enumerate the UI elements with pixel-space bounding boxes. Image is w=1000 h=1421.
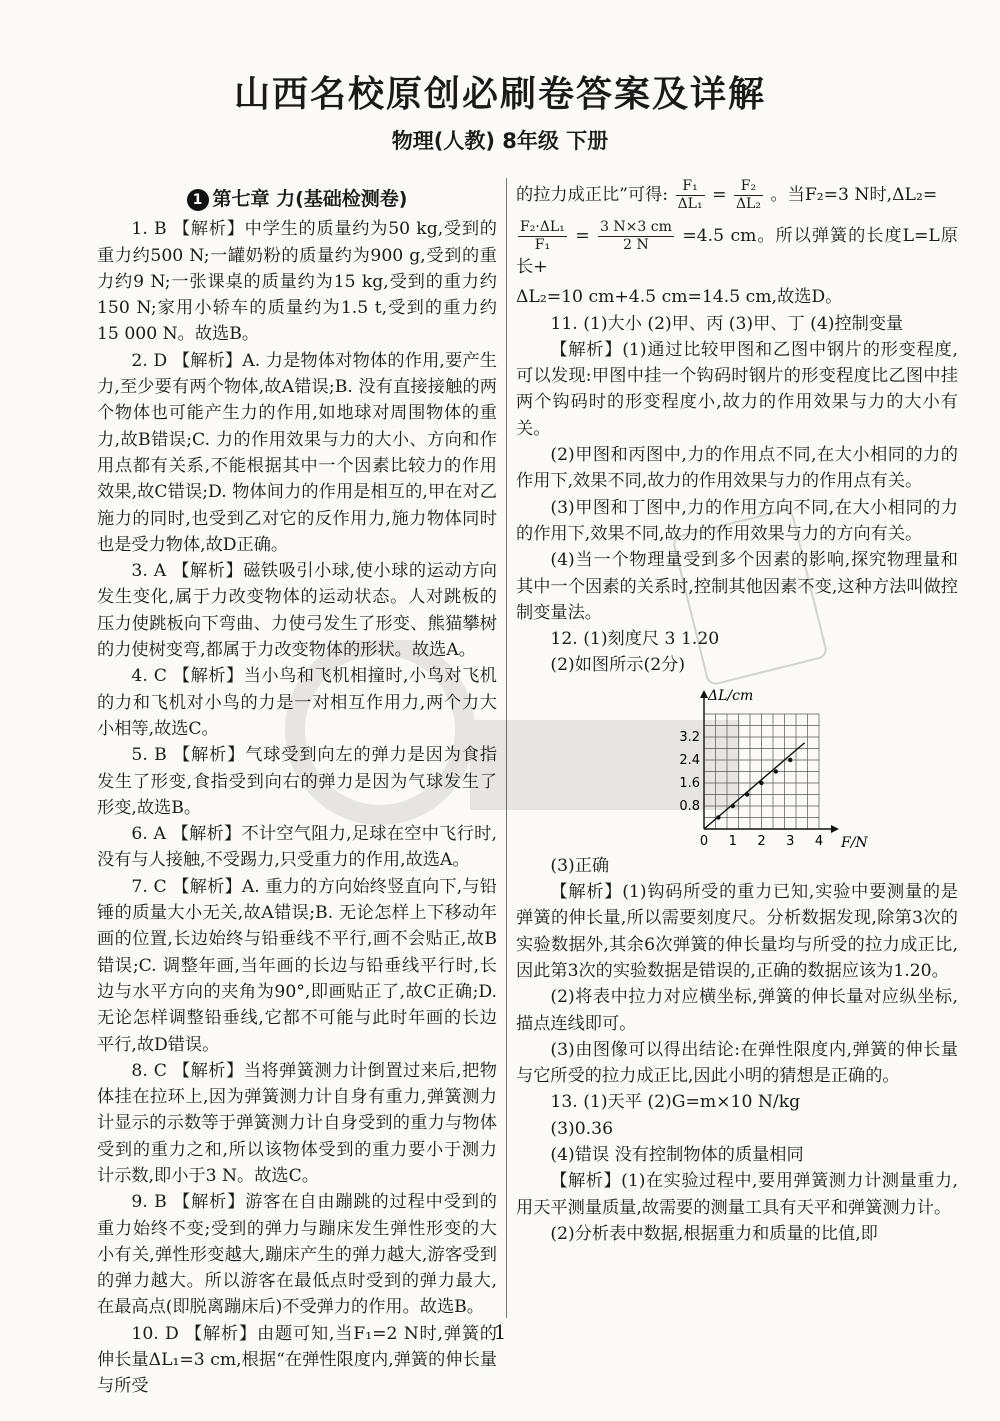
x-tick-label: 0 [699, 833, 709, 849]
answer-13-analysis-2: (2)分析表中数据,根据重力和质量的比值,即 [550, 1223, 878, 1244]
answer-11: 11. (1)大小 (2)甲、丙 (3)甲、丁 (4)控制变量 [550, 313, 904, 334]
answer-1: 1. B 【解析】中学生的质量约为50 kg,受到的重力约500 N;一罐奶粉的质量约为900 g,受到的重力约9 N;一张课桌的质量约为15 kg,受到的重力约150 N;家用小轿车的质量约为1.5 t,受到的重力约15 000 N。故选B。 [97, 219, 497, 345]
equals-sign: = [712, 185, 727, 205]
answer-13-analysis-1: 【解析】(1)在实验过程中,要用弹簧测力计测量重力,用天平测量质量,故需要的测量工具有天平和弹簧测力计。 [516, 1171, 958, 1218]
x-tick-label: 1 [728, 833, 737, 849]
answer-10-line-3: ΔL₂=10 cm+4.5 cm=14.5 cm,故选D。 [516, 287, 843, 308]
answer-9: 9. B 【解析】游客在自由蹦跳的过程中受到的重力始终不变;受到的弹力与蹦床发生弹性形变的大小有关,弹性形变越大,蹦床产生的弹力越大,游客受到的弹力越大。所以游客在最低点时受到的弹力最大,在最高点(即脱离蹦床后)不受弹力的作用。故选B。 [97, 1192, 497, 1318]
fraction [676, 178, 705, 213]
fraction-numerator: F₂·ΔL₁ [520, 219, 565, 235]
fraction-numerator: F₁ [676, 178, 705, 196]
answer-11-analysis-1: 【解析】(1)通过比较甲图和乙图中钢片的形变程度,可以发现:甲图中挂一个钩码时钢片的形变程度比乙图中挂两个钩码时的形变程度小,故力的作用效果与力的大小有关。 [516, 339, 958, 439]
x-axis-arrow [831, 825, 839, 833]
data-point [716, 815, 720, 819]
answer-13: 13. (1)天平 (2)G=m×10 N/kg [550, 1092, 801, 1113]
chapter-number-badge: 1 [187, 189, 209, 211]
data-point [759, 781, 763, 785]
answer-12: 12. (1)刻度尺 3 1.20 [550, 629, 720, 650]
fraction [734, 178, 763, 213]
answer-12-analysis-2: (2)将表中拉力对应横坐标,弹簧的伸长量对应纵坐标,描点连线即可。 [516, 987, 958, 1034]
left-column [97, 186, 497, 1400]
page-subtitle: 物理(人教) 8年级 下册 [391, 129, 609, 153]
chapter-heading [97, 186, 497, 212]
fraction [518, 219, 567, 254]
x-axis-label: F/N [841, 834, 868, 851]
fraction-denominator: 2 N [623, 237, 649, 253]
x-tick-label: 4 [814, 833, 824, 849]
y-axis-arrow [700, 690, 708, 698]
answer-12-part-2: (2)如图所示(2分) [550, 655, 686, 676]
fraction-denominator: ΔL₁ [677, 196, 703, 212]
data-point [788, 758, 792, 762]
answer-3: 3. A 【解析】磁铁吸引小球,使小球的运动方向发生变化,属于力改变物体的运动状态。人对跳板的压力使跳板向下弯曲、力使弓发生了形变、熊猫攀树的力使树变弯,都属于力改变物体的形状。故选A。 [97, 561, 497, 661]
answer-8: 8. C 【解析】当将弹簧测力计倒置过来后,把物体挂在拉环上,因为弹簧测力计自身有重力,弹簧测力计显示的示数等于弹簧测力计自身受到的重力与物体受到的重力之和,所以该物体受到的重力要小于测力计示数,即小于3 N。故选C。 [97, 1060, 497, 1186]
fraction-denominator: ΔL₂ [735, 196, 761, 212]
fraction-denominator: F₁ [534, 237, 551, 253]
page-title: 山西名校原创必刷卷答案及详解 [233, 74, 766, 115]
fraction-numerator: 3 N×3 cm [600, 219, 672, 235]
fraction [598, 219, 674, 254]
y-axis-label: ΔL/cm [708, 687, 754, 704]
y-tick-label: 2.4 [679, 752, 700, 768]
fraction-numerator: F₂ [734, 178, 763, 196]
spring-extension-chart [676, 683, 876, 853]
answer-12-analysis-3: (3)由图像可以得出结论:在弹性限度内,弹簧的伸长量与它所受的拉力成正比,因此小明的猜想是正确的。 [516, 1039, 958, 1087]
answer-13-part-4: (4)错误 没有控制物体的质量相同 [550, 1145, 804, 1166]
answer-5: 5. B 【解析】气球受到向左的弹力是因为食指发生了形变,食指受到向右的弹力是因为气球发生了形变,故选B。 [97, 745, 497, 818]
answer-10-formula-line-2 [516, 219, 958, 280]
answer-11-analysis-2: (2)甲图和丙图中,力的作用点不同,在大小相同的力的作用下,效果不同,故力的作用效果与力的作用点有关。 [516, 445, 958, 492]
formula-text: 。当F₂=3 N时,ΔL₂= [770, 185, 938, 205]
answer-10-formula-line-1 [516, 178, 958, 213]
formula-text: =4.5 cm。所以弹簧的长度L=L原长+ [516, 226, 958, 277]
data-point [774, 769, 778, 773]
answer-12-part-3: (3)正确 [550, 855, 610, 876]
answer-11-analysis-4: (4)当一个物理量受到多个因素的影响,探究物理量和其中一个因素的关系时,控制其他因素不变,这种方法叫做控制变量法。 [516, 550, 958, 623]
answer-7: 7. C 【解析】A. 重力的方向始终竖直向下,与铅锤的质量大小无关,故A错误;B. 无论怎样上下移动年画的位置,长边始终与铅垂线不平行,画不会贴正,故B错误;C. 调整年画,当年画的长边与铅垂线平行时,长边与水平方向的夹角为90°,即画贴正了,故C正确;D. 无论怎样调整铅垂线,它都不可能与此时年画的长边平行,故D错误。 [97, 876, 497, 1055]
answer-13-part-3: (3)0.36 [550, 1118, 614, 1139]
answer-2: 2. D 【解析】A. 力是物体对物体的作用,要产生力,至少要有两个物体,故A错误;B. 没有直接接触的两个物体也可能产生力的作用,如地球对周围物体的重力,故B错误;C. 力的作用效果与力的大小、方向和作用点都有关系,不能根据其中一个因素比较力的作用效果,故C错误;D. 物体间力的作用是相互的,甲在对乙施力的同时,也受到乙对它的反作用力,施力物体同时也是受力物体,故D正确。 [97, 350, 497, 555]
y-tick-label: 3.2 [679, 729, 700, 745]
data-point [731, 804, 735, 808]
right-column [516, 172, 958, 1247]
y-tick-label: 0.8 [679, 798, 700, 814]
x-tick-label: 3 [786, 833, 795, 849]
answer-6: 6. A 【解析】不计空气阻力,足球在空中飞行时,没有与人接触,不受踢力,只受重力的作用,故选A。 [97, 824, 497, 871]
x-tick-label: 2 [757, 833, 766, 849]
page-number: 1 [493, 1320, 507, 1344]
answer-11-analysis-3: (3)甲图和丁图中,力的作用方向不同,在大小相同的力的作用下,效果不同,故力的作用效果与力的方向有关。 [516, 497, 958, 544]
chapter-title: 第七章 力(基础检测卷) [212, 188, 408, 210]
formula-text: 的拉力成正比”可得: [516, 185, 669, 205]
equals-sign: = [575, 226, 590, 246]
answer-12-analysis-1: 【解析】(1)钩码所受的重力已知,实验中要测量的是弹簧的伸长量,所以需要刻度尺。分析数据发现,除第3次的实验数据外,其余6次弹簧的伸长量均与所受的拉力成正比,因此第3次的实验数据是错误的,正确的数据应该为1.20。 [516, 882, 958, 981]
data-point [745, 792, 749, 796]
column-divider [506, 178, 507, 1318]
answer-10: 10. D 【解析】由题可知,当F₁=2 N时,弹簧的伸长量ΔL₁=3 cm,根据“在弹性限度内,弹簧的伸长量与所受 [97, 1323, 497, 1397]
y-tick-label: 1.6 [679, 775, 700, 791]
answer-4: 4. C 【解析】当小鸟和飞机相撞时,小鸟对飞机的力和飞机对小鸟的力是一对相互作用力,两个力大小相等,故选C。 [97, 666, 497, 739]
